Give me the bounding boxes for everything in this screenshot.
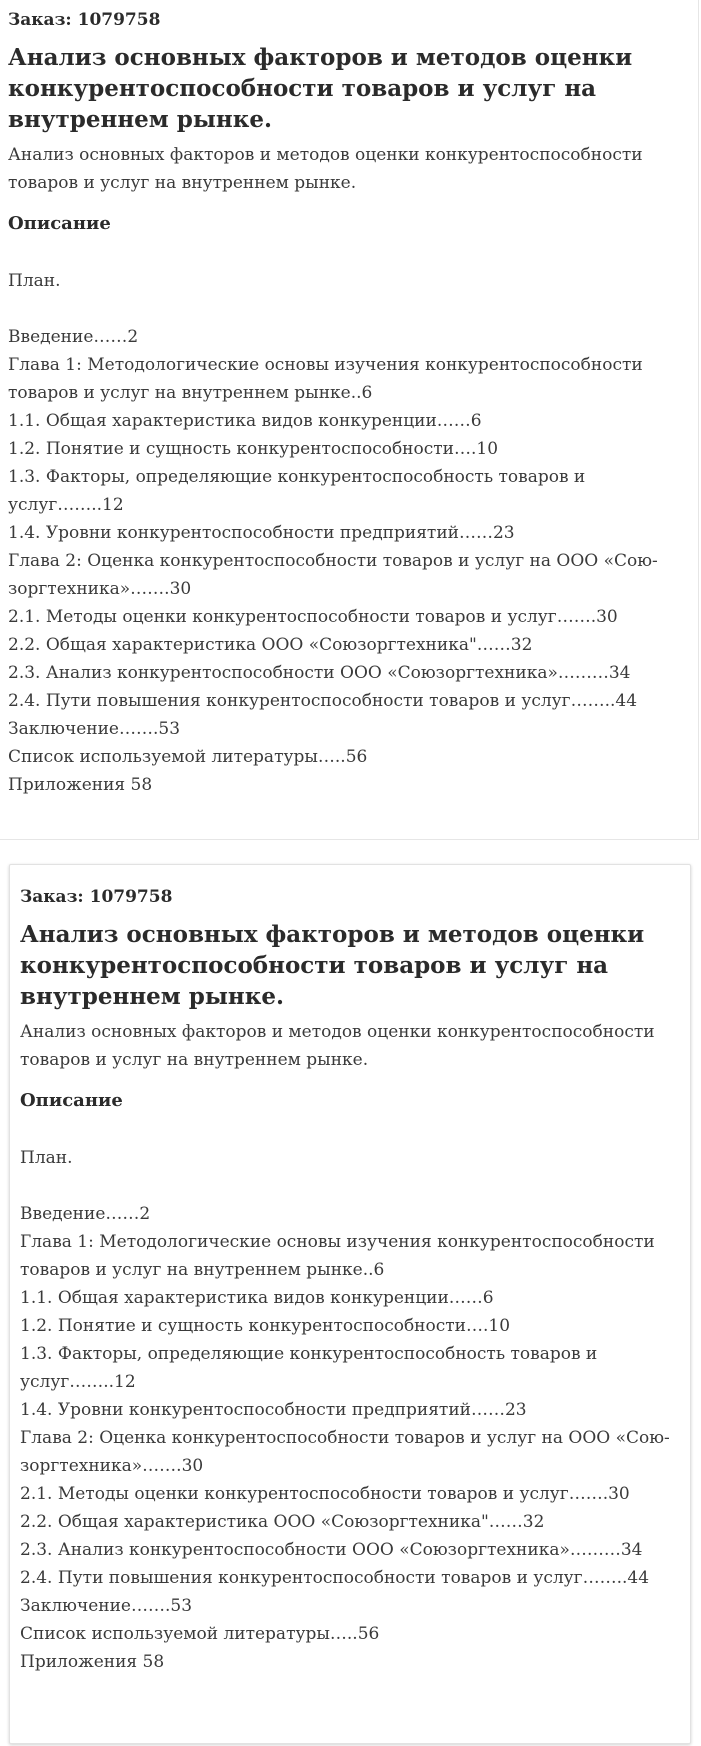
order-number: Заказ: 1079758 [20, 887, 173, 907]
toc-item: 2.4. Пути повышения конкурентоспособности товаров и услуг……..44 [20, 1568, 650, 1588]
description-heading: Описание [8, 213, 111, 234]
toc-item: Приложения 58 [8, 775, 153, 795]
toc-item: 2.3. Анализ конкурентоспособности ООО «Союзоргтехника»………34 [20, 1540, 643, 1560]
toc-item: 2.1. Методы оценки конкурентоспособности товаров и услуг…….30 [8, 607, 618, 627]
order-card [9, 864, 691, 1744]
toc-item: 1.3. Факторы, определяющие конкурентоспособность товаров и услуг……..12 [20, 1344, 598, 1392]
toc-item: 1.3. Факторы, определяющие конкурентоспособность товаров и услуг……..12 [8, 467, 586, 515]
description-heading: Описание [20, 1090, 123, 1111]
toc-item: 1.1. Общая характеристика видов конкуренции……6 [8, 411, 482, 431]
toc-item: Приложения 58 [20, 1652, 165, 1672]
toc-item: 2.1. Методы оценки конкурентоспособности товаров и услуг…….30 [20, 1484, 630, 1504]
toc-item: Глава 2: Оценка конкурентоспособности товаров и услуг на ООО «Сою-зоргтехника»…….30 [8, 551, 658, 599]
order-card [0, 0, 699, 840]
toc-item: Список используемой литературы…..56 [20, 1624, 380, 1644]
toc-item: 2.4. Пути повышения конкурентоспособности товаров и услуг……..44 [8, 691, 638, 711]
table-of-contents [20, 1200, 680, 1676]
toc-item: 1.2. Понятие и сущность конкурентоспособности….10 [20, 1316, 511, 1336]
toc-item: 2.2. Общая характеристика ООО «Союзоргтехника"……32 [20, 1512, 545, 1532]
toc-item: 1.1. Общая характеристика видов конкуренции……6 [20, 1288, 494, 1308]
work-subtitle: Анализ основных факторов и методов оценки конкурентоспособности товаров и услуг на внутреннем рынке. [8, 145, 643, 193]
work-title: Анализ основных факторов и методов оценки конкурентоспособности товаров и услуг на внутреннем рынке. [8, 44, 633, 133]
toc-item: Глава 1: Методологические основы изучения конкурентоспособности товаров и услуг на внутреннем рынке..6 [8, 355, 643, 403]
toc-item: Глава 1: Методологические основы изучения конкурентоспособности товаров и услуг на внутреннем рынке..6 [20, 1232, 655, 1280]
work-subtitle: Анализ основных факторов и методов оценки конкурентоспособности товаров и услуг на внутреннем рынке. [20, 1022, 655, 1070]
plan-label: План. [8, 271, 61, 291]
toc-item: Заключение…….53 [20, 1596, 193, 1616]
toc-item: Заключение…….53 [8, 719, 181, 739]
toc-item: Список используемой литературы…..56 [8, 747, 368, 767]
toc-item: 2.2. Общая характеристика ООО «Союзоргтехника"……32 [8, 635, 533, 655]
toc-item: 1.4. Уровни конкурентоспособности предприятий……23 [20, 1400, 527, 1420]
toc-item: 1.2. Понятие и сущность конкурентоспособности….10 [8, 439, 499, 459]
work-title: Анализ основных факторов и методов оценки конкурентоспособности товаров и услуг на внутреннем рынке. [20, 921, 645, 1010]
toc-item: Глава 2: Оценка конкурентоспособности товаров и услуг на ООО «Сою-зоргтехника»…….30 [20, 1428, 670, 1476]
toc-item: Введение……2 [20, 1204, 151, 1224]
order-number: Заказ: 1079758 [8, 10, 161, 30]
plan-label: План. [20, 1148, 73, 1168]
toc-item: 2.3. Анализ конкурентоспособности ООО «Союзоргтехника»………34 [8, 663, 631, 683]
toc-item: 1.4. Уровни конкурентоспособности предприятий……23 [8, 523, 515, 543]
toc-item: Введение……2 [8, 327, 139, 347]
table-of-contents [8, 323, 690, 799]
